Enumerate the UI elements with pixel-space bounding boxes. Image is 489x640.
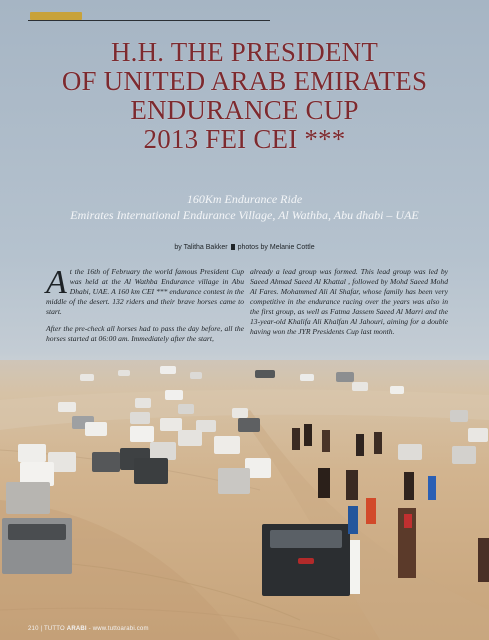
magazine-website: www.tuttoarabi.com [92,626,149,632]
vehicle [178,404,194,414]
subtitle-line-2: Emirates International Endurance Village, Al Wathba, Abu dhabi – UAE [70,208,419,222]
vehicle [190,372,202,379]
vehicle [165,390,183,400]
rider [350,540,360,594]
rider [428,476,436,500]
rider [292,428,300,450]
article-column-left [46,264,244,351]
page-footer: 210 | TUTTO ARABI - www.tuttoarabi.com [28,626,149,632]
vehicle [390,386,404,394]
article-headline [20,38,469,154]
rider [478,538,489,582]
vehicle [118,370,130,376]
vehicle [85,422,107,436]
vehicle [130,412,150,424]
vehicle [80,374,94,381]
rider [404,472,414,500]
vehicle [452,446,476,464]
article-column-right [250,267,448,344]
vehicle [8,524,66,540]
vehicle [238,418,260,432]
rider [318,468,330,498]
rider [304,424,312,446]
vehicle [214,436,240,454]
vehicle [450,410,468,422]
byline [40,244,449,251]
vehicle [270,530,342,548]
vehicle [398,444,422,460]
rider [374,432,382,454]
headline-line-1: H.H. THE PRESIDENT [110,37,379,67]
rider [346,470,358,500]
headline-line-4: 2013 FEI CEI *** [143,124,346,154]
drop-cap: A [46,264,67,301]
vehicle [58,402,76,412]
magazine-name-bold: ARABI [66,626,87,632]
paragraph-1-text: t the 16th of February the world famous President Cup was held at the Al Wathba Endurance village in Abu Dhabi, UAE. A 160 km CEI *** endurance contest in the middle of the desert. 132 riders and their brave horses came to start. [46,267,244,316]
vehicle [130,426,154,442]
top-rule [28,20,270,21]
vehicle [92,452,120,472]
paragraph-1 [46,264,244,317]
vehicle [336,372,354,382]
vehicle [135,398,151,408]
vehicle [232,408,248,418]
vehicle [255,370,275,378]
vehicle [352,382,368,391]
headline-line-2: OF UNITED ARAB EMIRATES [61,66,428,96]
vehicle [134,458,168,484]
rider [404,514,412,528]
section-tag [30,12,82,20]
page-number: 210 [28,626,39,632]
magazine-name: TUTTO [44,626,65,632]
byline-separator [231,244,235,250]
vehicle [218,468,250,494]
vehicle [300,374,314,381]
byline-author: by Talitha Bakker [174,244,228,251]
paragraph-2: After the pre-check all horses had to pass the day before, all the horses started at 06:00 am. Immediately after the start, [46,324,244,343]
rider [366,498,376,524]
paragraph-3: already a lead group was formed. This lead group was led by Saeed Ahmad Saeed Al Khattal , followed by Mohd Saeed Mohd Al Fares. Mohammed Ali Al Shafar, whose family has been very competitive in the endurance racing over the years was also in the first group, as well as Fatma Jassem Saeed Al Marri and the 13-year-old Khalifa Ali Khalfan Al Jahouri, aiming for a double having won the JYR Presidents Cup last month. [250,267,448,336]
rider [348,506,358,534]
vehicle [6,482,50,514]
subtitle-line-1: 160Km Endurance Ride [186,192,303,206]
vehicle [18,444,46,462]
article-subtitle [20,191,469,223]
vehicle [298,558,314,564]
vehicle [160,366,176,374]
vehicle [178,430,202,446]
rider [356,434,364,456]
headline-line-3: ENDURANCE CUP [130,95,359,125]
desert-race-photo [0,360,489,640]
byline-photos: photos by Melanie Cottle [237,244,315,251]
rider [322,430,330,452]
vehicle [468,428,488,442]
